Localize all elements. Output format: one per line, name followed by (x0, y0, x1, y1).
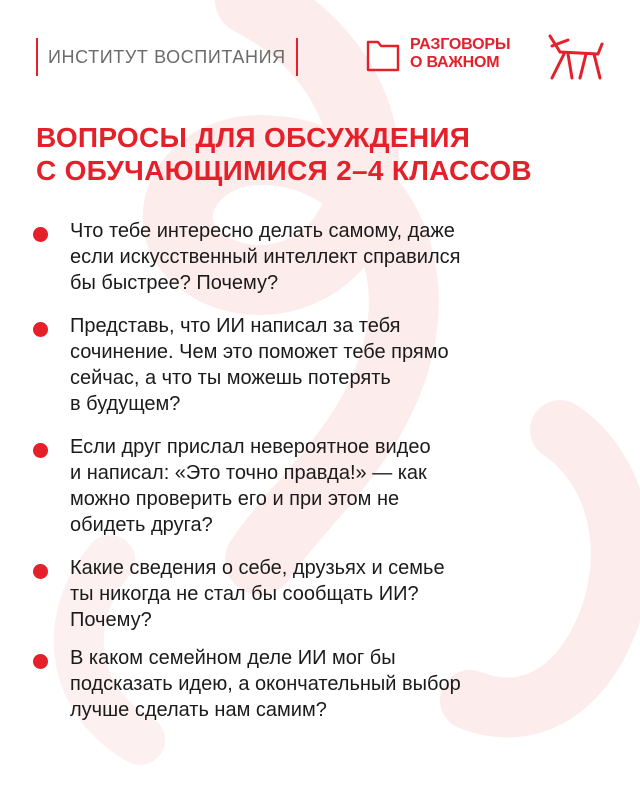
question-line: Какие сведения о себе, друзьях и семье (70, 557, 445, 579)
question-line: можно проверить его и при этом не (70, 488, 400, 510)
title-line1: ВОПРОСЫ ДЛЯ ОБСУЖДЕНИЯ (36, 122, 471, 153)
project-name-line1: РАЗГОВОРЫ (410, 36, 511, 53)
question-text (70, 555, 610, 633)
question-line: Представь, что ИИ написал за тебя (70, 315, 401, 337)
question-line: бы быстрее? Почему? (70, 272, 279, 294)
question-line: обидеть друга? (70, 514, 213, 536)
question-line: ты никогда не стал бы сообщать ИИ? (70, 583, 419, 605)
project-name (410, 36, 510, 72)
bullet-dot (33, 654, 48, 669)
question-line: если искусственный интеллект справился (70, 246, 461, 268)
question-text (70, 313, 610, 417)
institute-name: ИНСТИТУТ ВОСПИТАНИЯ (48, 46, 286, 67)
question-line: лучше сделать нам самим? (70, 699, 327, 721)
question-text (70, 645, 610, 723)
bullet-dot (33, 443, 48, 458)
project-logo (366, 36, 510, 72)
question-line: Почему? (70, 609, 152, 631)
bullet-dot (33, 564, 48, 579)
bullet-dot (33, 227, 48, 242)
project-name-line2: О ВАЖНОМ (410, 54, 500, 71)
logo-right-bar (296, 38, 298, 76)
question-line: подсказать идею, а окончательный выбор (70, 673, 461, 695)
question-line: В каком семейном деле ИИ мог бы (70, 647, 396, 669)
question-line: в будущем? (70, 393, 181, 415)
institute-logo (36, 38, 298, 76)
bullet-dot (33, 322, 48, 337)
title-line2: С ОБУЧАЮЩИМИСЯ 2–4 КЛАССОВ (36, 155, 532, 186)
page-title (36, 121, 616, 187)
question-line: сочинение. Чем это поможет тебе прямо (70, 341, 449, 363)
question-line: Что тебе интересно делать самому, даже (70, 220, 455, 242)
question-text (70, 434, 610, 538)
folder-icon (366, 36, 400, 72)
question-text (70, 218, 610, 296)
header (0, 0, 640, 110)
horse-logo-icon (546, 32, 604, 82)
question-line: сейчас, а что ты можешь потерять (70, 367, 391, 389)
question-line: и написал: «Это точно правда!» — как (70, 462, 427, 484)
question-line: Если друг прислал невероятное видео (70, 436, 431, 458)
